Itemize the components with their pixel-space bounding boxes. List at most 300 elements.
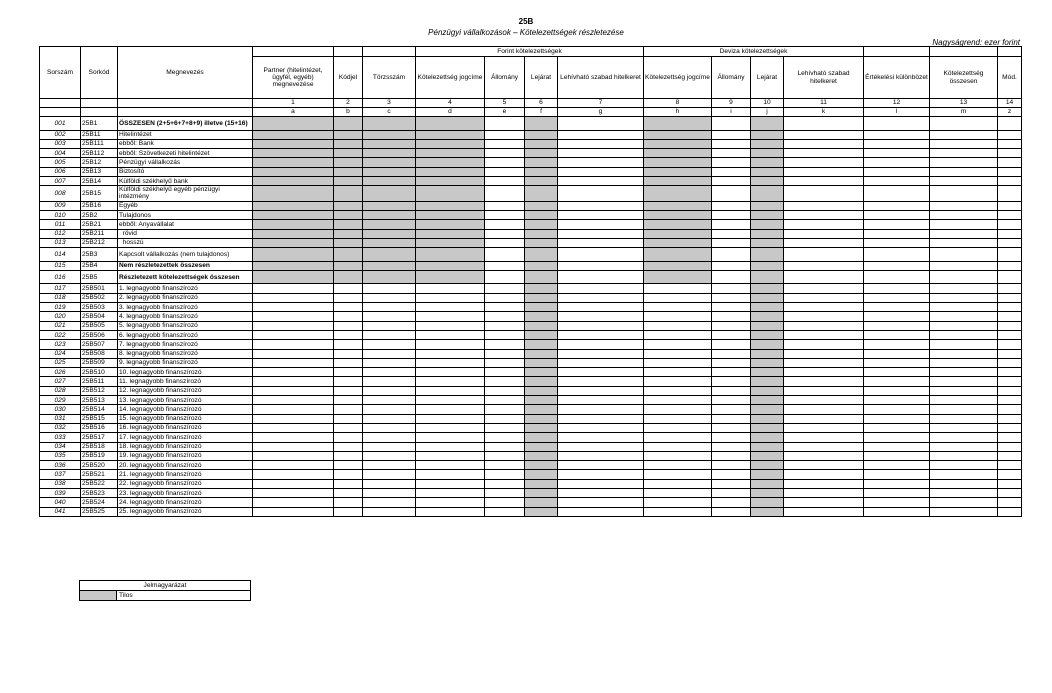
input-cell[interactable] <box>864 358 930 367</box>
input-cell[interactable] <box>712 442 751 451</box>
input-cell[interactable] <box>930 405 998 414</box>
input-cell[interactable] <box>253 507 334 516</box>
input-cell[interactable] <box>998 321 1022 330</box>
input-cell[interactable] <box>558 489 644 498</box>
input-cell[interactable] <box>644 321 712 330</box>
input-cell[interactable] <box>784 270 864 284</box>
input-cell[interactable] <box>930 220 998 229</box>
input-cell[interactable] <box>253 498 334 507</box>
input-cell[interactable] <box>558 210 644 219</box>
input-cell[interactable] <box>253 442 334 451</box>
input-cell[interactable] <box>644 489 712 498</box>
input-cell[interactable] <box>485 261 525 270</box>
input-cell[interactable] <box>558 261 644 270</box>
input-cell[interactable] <box>930 461 998 470</box>
input-cell[interactable] <box>334 396 363 405</box>
input-cell[interactable] <box>334 330 363 339</box>
input-cell[interactable] <box>712 312 751 321</box>
input-cell[interactable] <box>864 229 930 238</box>
input-cell[interactable] <box>998 167 1022 176</box>
input-cell[interactable] <box>334 293 363 302</box>
input-cell[interactable] <box>930 349 998 358</box>
input-cell[interactable] <box>712 377 751 386</box>
input-cell[interactable] <box>998 396 1022 405</box>
input-cell[interactable] <box>712 117 751 131</box>
input-cell[interactable] <box>784 284 864 293</box>
input-cell[interactable] <box>998 117 1022 131</box>
input-cell[interactable] <box>416 442 485 451</box>
input-cell[interactable] <box>998 368 1022 377</box>
input-cell[interactable] <box>784 489 864 498</box>
input-cell[interactable] <box>784 330 864 339</box>
input-cell[interactable] <box>784 321 864 330</box>
input-cell[interactable] <box>864 312 930 321</box>
input-cell[interactable] <box>998 461 1022 470</box>
input-cell[interactable] <box>363 489 416 498</box>
input-cell[interactable] <box>864 498 930 507</box>
input-cell[interactable] <box>998 507 1022 516</box>
input-cell[interactable] <box>712 433 751 442</box>
input-cell[interactable] <box>998 442 1022 451</box>
input-cell[interactable] <box>485 368 525 377</box>
input-cell[interactable] <box>363 340 416 349</box>
input-cell[interactable] <box>930 149 998 158</box>
input-cell[interactable] <box>930 248 998 262</box>
input-cell[interactable] <box>253 368 334 377</box>
input-cell[interactable] <box>416 423 485 432</box>
input-cell[interactable] <box>998 470 1022 479</box>
input-cell[interactable] <box>784 201 864 210</box>
input-cell[interactable] <box>864 489 930 498</box>
input-cell[interactable] <box>784 461 864 470</box>
input-cell[interactable] <box>998 229 1022 238</box>
input-cell[interactable] <box>712 451 751 460</box>
input-cell[interactable] <box>712 238 751 247</box>
input-cell[interactable] <box>998 176 1022 185</box>
input-cell[interactable] <box>930 284 998 293</box>
input-cell[interactable] <box>485 330 525 339</box>
input-cell[interactable] <box>416 396 485 405</box>
input-cell[interactable] <box>485 321 525 330</box>
input-cell[interactable] <box>930 117 998 131</box>
input-cell[interactable] <box>253 405 334 414</box>
input-cell[interactable] <box>416 451 485 460</box>
input-cell[interactable] <box>930 167 998 176</box>
input-cell[interactable] <box>363 303 416 312</box>
input-cell[interactable] <box>712 158 751 167</box>
input-cell[interactable] <box>558 470 644 479</box>
input-cell[interactable] <box>253 470 334 479</box>
input-cell[interactable] <box>712 176 751 185</box>
input-cell[interactable] <box>363 414 416 423</box>
input-cell[interactable] <box>998 220 1022 229</box>
input-cell[interactable] <box>334 433 363 442</box>
input-cell[interactable] <box>712 261 751 270</box>
input-cell[interactable] <box>416 377 485 386</box>
input-cell[interactable] <box>558 461 644 470</box>
input-cell[interactable] <box>644 498 712 507</box>
input-cell[interactable] <box>864 130 930 139</box>
input-cell[interactable] <box>712 423 751 432</box>
input-cell[interactable] <box>784 405 864 414</box>
input-cell[interactable] <box>416 312 485 321</box>
input-cell[interactable] <box>644 414 712 423</box>
input-cell[interactable] <box>416 470 485 479</box>
input-cell[interactable] <box>930 270 998 284</box>
input-cell[interactable] <box>485 405 525 414</box>
input-cell[interactable] <box>558 340 644 349</box>
input-cell[interactable] <box>864 368 930 377</box>
input-cell[interactable] <box>998 293 1022 302</box>
input-cell[interactable] <box>930 261 998 270</box>
input-cell[interactable] <box>998 451 1022 460</box>
input-cell[interactable] <box>558 330 644 339</box>
input-cell[interactable] <box>644 442 712 451</box>
input-cell[interactable] <box>485 479 525 488</box>
input-cell[interactable] <box>485 507 525 516</box>
input-cell[interactable] <box>930 312 998 321</box>
input-cell[interactable] <box>864 201 930 210</box>
input-cell[interactable] <box>864 238 930 247</box>
input-cell[interactable] <box>416 358 485 367</box>
input-cell[interactable] <box>558 130 644 139</box>
input-cell[interactable] <box>644 433 712 442</box>
input-cell[interactable] <box>416 414 485 423</box>
input-cell[interactable] <box>712 349 751 358</box>
input-cell[interactable] <box>644 349 712 358</box>
input-cell[interactable] <box>930 358 998 367</box>
input-cell[interactable] <box>644 470 712 479</box>
input-cell[interactable] <box>784 312 864 321</box>
input-cell[interactable] <box>784 210 864 219</box>
input-cell[interactable] <box>864 330 930 339</box>
input-cell[interactable] <box>712 220 751 229</box>
input-cell[interactable] <box>930 321 998 330</box>
input-cell[interactable] <box>712 284 751 293</box>
input-cell[interactable] <box>930 479 998 488</box>
input-cell[interactable] <box>253 330 334 339</box>
input-cell[interactable] <box>784 423 864 432</box>
input-cell[interactable] <box>998 498 1022 507</box>
input-cell[interactable] <box>998 386 1022 395</box>
input-cell[interactable] <box>712 396 751 405</box>
input-cell[interactable] <box>644 284 712 293</box>
input-cell[interactable] <box>363 461 416 470</box>
input-cell[interactable] <box>644 451 712 460</box>
input-cell[interactable] <box>712 293 751 302</box>
input-cell[interactable] <box>998 377 1022 386</box>
input-cell[interactable] <box>930 330 998 339</box>
input-cell[interactable] <box>930 238 998 247</box>
input-cell[interactable] <box>558 396 644 405</box>
input-cell[interactable] <box>253 423 334 432</box>
input-cell[interactable] <box>930 130 998 139</box>
input-cell[interactable] <box>485 201 525 210</box>
input-cell[interactable] <box>784 117 864 131</box>
input-cell[interactable] <box>998 489 1022 498</box>
input-cell[interactable] <box>485 210 525 219</box>
input-cell[interactable] <box>784 358 864 367</box>
input-cell[interactable] <box>644 405 712 414</box>
input-cell[interactable] <box>485 423 525 432</box>
input-cell[interactable] <box>485 358 525 367</box>
input-cell[interactable] <box>864 210 930 219</box>
input-cell[interactable] <box>363 396 416 405</box>
input-cell[interactable] <box>864 377 930 386</box>
input-cell[interactable] <box>644 303 712 312</box>
input-cell[interactable] <box>712 470 751 479</box>
input-cell[interactable] <box>485 498 525 507</box>
input-cell[interactable] <box>712 130 751 139</box>
input-cell[interactable] <box>558 349 644 358</box>
input-cell[interactable] <box>864 167 930 176</box>
input-cell[interactable] <box>712 270 751 284</box>
input-cell[interactable] <box>784 220 864 229</box>
input-cell[interactable] <box>485 442 525 451</box>
input-cell[interactable] <box>363 321 416 330</box>
input-cell[interactable] <box>416 340 485 349</box>
input-cell[interactable] <box>930 210 998 219</box>
input-cell[interactable] <box>712 405 751 414</box>
input-cell[interactable] <box>363 368 416 377</box>
input-cell[interactable] <box>363 358 416 367</box>
input-cell[interactable] <box>485 270 525 284</box>
input-cell[interactable] <box>485 139 525 148</box>
input-cell[interactable] <box>253 293 334 302</box>
input-cell[interactable] <box>334 321 363 330</box>
input-cell[interactable] <box>485 220 525 229</box>
input-cell[interactable] <box>864 261 930 270</box>
input-cell[interactable] <box>485 386 525 395</box>
input-cell[interactable] <box>558 284 644 293</box>
input-cell[interactable] <box>998 158 1022 167</box>
input-cell[interactable] <box>864 461 930 470</box>
input-cell[interactable] <box>998 349 1022 358</box>
input-cell[interactable] <box>485 340 525 349</box>
input-cell[interactable] <box>864 386 930 395</box>
input-cell[interactable] <box>864 139 930 148</box>
input-cell[interactable] <box>485 433 525 442</box>
input-cell[interactable] <box>363 405 416 414</box>
input-cell[interactable] <box>998 479 1022 488</box>
input-cell[interactable] <box>784 238 864 247</box>
input-cell[interactable] <box>363 349 416 358</box>
input-cell[interactable] <box>998 270 1022 284</box>
input-cell[interactable] <box>784 470 864 479</box>
input-cell[interactable] <box>416 489 485 498</box>
input-cell[interactable] <box>416 433 485 442</box>
input-cell[interactable] <box>930 176 998 185</box>
input-cell[interactable] <box>712 149 751 158</box>
input-cell[interactable] <box>334 461 363 470</box>
input-cell[interactable] <box>485 489 525 498</box>
input-cell[interactable] <box>784 498 864 507</box>
input-cell[interactable] <box>712 414 751 423</box>
input-cell[interactable] <box>253 303 334 312</box>
input-cell[interactable] <box>485 377 525 386</box>
input-cell[interactable] <box>930 414 998 423</box>
input-cell[interactable] <box>253 349 334 358</box>
input-cell[interactable] <box>784 303 864 312</box>
input-cell[interactable] <box>334 507 363 516</box>
input-cell[interactable] <box>784 261 864 270</box>
input-cell[interactable] <box>644 423 712 432</box>
input-cell[interactable] <box>712 498 751 507</box>
input-cell[interactable] <box>864 186 930 201</box>
input-cell[interactable] <box>864 158 930 167</box>
input-cell[interactable] <box>998 312 1022 321</box>
input-cell[interactable] <box>784 433 864 442</box>
input-cell[interactable] <box>784 396 864 405</box>
input-cell[interactable] <box>334 340 363 349</box>
input-cell[interactable] <box>558 442 644 451</box>
input-cell[interactable] <box>864 303 930 312</box>
input-cell[interactable] <box>864 270 930 284</box>
input-cell[interactable] <box>998 261 1022 270</box>
input-cell[interactable] <box>334 498 363 507</box>
input-cell[interactable] <box>558 201 644 210</box>
input-cell[interactable] <box>864 321 930 330</box>
input-cell[interactable] <box>363 498 416 507</box>
input-cell[interactable] <box>558 220 644 229</box>
input-cell[interactable] <box>998 414 1022 423</box>
input-cell[interactable] <box>644 368 712 377</box>
input-cell[interactable] <box>864 507 930 516</box>
input-cell[interactable] <box>363 423 416 432</box>
input-cell[interactable] <box>485 186 525 201</box>
input-cell[interactable] <box>784 176 864 185</box>
input-cell[interactable] <box>784 442 864 451</box>
input-cell[interactable] <box>416 461 485 470</box>
input-cell[interactable] <box>485 158 525 167</box>
input-cell[interactable] <box>998 238 1022 247</box>
input-cell[interactable] <box>998 186 1022 201</box>
input-cell[interactable] <box>363 312 416 321</box>
input-cell[interactable] <box>998 358 1022 367</box>
input-cell[interactable] <box>784 368 864 377</box>
input-cell[interactable] <box>558 176 644 185</box>
input-cell[interactable] <box>334 479 363 488</box>
input-cell[interactable] <box>363 479 416 488</box>
input-cell[interactable] <box>784 451 864 460</box>
input-cell[interactable] <box>784 149 864 158</box>
input-cell[interactable] <box>558 451 644 460</box>
input-cell[interactable] <box>558 139 644 148</box>
input-cell[interactable] <box>712 358 751 367</box>
input-cell[interactable] <box>644 312 712 321</box>
input-cell[interactable] <box>864 220 930 229</box>
input-cell[interactable] <box>363 386 416 395</box>
input-cell[interactable] <box>485 396 525 405</box>
input-cell[interactable] <box>253 414 334 423</box>
input-cell[interactable] <box>334 312 363 321</box>
input-cell[interactable] <box>253 461 334 470</box>
input-cell[interactable] <box>930 489 998 498</box>
input-cell[interactable] <box>998 210 1022 219</box>
input-cell[interactable] <box>558 117 644 131</box>
input-cell[interactable] <box>253 340 334 349</box>
input-cell[interactable] <box>558 312 644 321</box>
input-cell[interactable] <box>930 158 998 167</box>
input-cell[interactable] <box>416 368 485 377</box>
input-cell[interactable] <box>644 507 712 516</box>
input-cell[interactable] <box>485 248 525 262</box>
input-cell[interactable] <box>416 405 485 414</box>
input-cell[interactable] <box>998 405 1022 414</box>
input-cell[interactable] <box>864 117 930 131</box>
input-cell[interactable] <box>930 139 998 148</box>
input-cell[interactable] <box>784 139 864 148</box>
input-cell[interactable] <box>253 358 334 367</box>
input-cell[interactable] <box>712 386 751 395</box>
input-cell[interactable] <box>334 303 363 312</box>
input-cell[interactable] <box>334 349 363 358</box>
input-cell[interactable] <box>712 368 751 377</box>
input-cell[interactable] <box>485 303 525 312</box>
input-cell[interactable] <box>644 330 712 339</box>
input-cell[interactable] <box>485 176 525 185</box>
input-cell[interactable] <box>864 284 930 293</box>
input-cell[interactable] <box>998 340 1022 349</box>
input-cell[interactable] <box>485 229 525 238</box>
input-cell[interactable] <box>784 349 864 358</box>
input-cell[interactable] <box>930 396 998 405</box>
input-cell[interactable] <box>930 423 998 432</box>
input-cell[interactable] <box>416 321 485 330</box>
input-cell[interactable] <box>334 405 363 414</box>
input-cell[interactable] <box>864 414 930 423</box>
input-cell[interactable] <box>485 130 525 139</box>
input-cell[interactable] <box>363 507 416 516</box>
input-cell[interactable] <box>334 451 363 460</box>
input-cell[interactable] <box>712 167 751 176</box>
input-cell[interactable] <box>363 451 416 460</box>
input-cell[interactable] <box>558 377 644 386</box>
input-cell[interactable] <box>930 386 998 395</box>
input-cell[interactable] <box>558 149 644 158</box>
input-cell[interactable] <box>485 284 525 293</box>
input-cell[interactable] <box>485 470 525 479</box>
input-cell[interactable] <box>558 167 644 176</box>
input-cell[interactable] <box>416 498 485 507</box>
input-cell[interactable] <box>334 386 363 395</box>
input-cell[interactable] <box>712 186 751 201</box>
input-cell[interactable] <box>363 330 416 339</box>
input-cell[interactable] <box>712 461 751 470</box>
input-cell[interactable] <box>334 423 363 432</box>
input-cell[interactable] <box>416 284 485 293</box>
input-cell[interactable] <box>930 229 998 238</box>
input-cell[interactable] <box>253 396 334 405</box>
input-cell[interactable] <box>864 396 930 405</box>
input-cell[interactable] <box>253 489 334 498</box>
input-cell[interactable] <box>485 461 525 470</box>
input-cell[interactable] <box>712 201 751 210</box>
input-cell[interactable] <box>644 386 712 395</box>
input-cell[interactable] <box>416 303 485 312</box>
input-cell[interactable] <box>784 158 864 167</box>
input-cell[interactable] <box>784 186 864 201</box>
input-cell[interactable] <box>363 293 416 302</box>
input-cell[interactable] <box>998 139 1022 148</box>
input-cell[interactable] <box>558 248 644 262</box>
input-cell[interactable] <box>998 201 1022 210</box>
input-cell[interactable] <box>712 330 751 339</box>
input-cell[interactable] <box>558 158 644 167</box>
input-cell[interactable] <box>416 330 485 339</box>
input-cell[interactable] <box>930 368 998 377</box>
input-cell[interactable] <box>416 479 485 488</box>
